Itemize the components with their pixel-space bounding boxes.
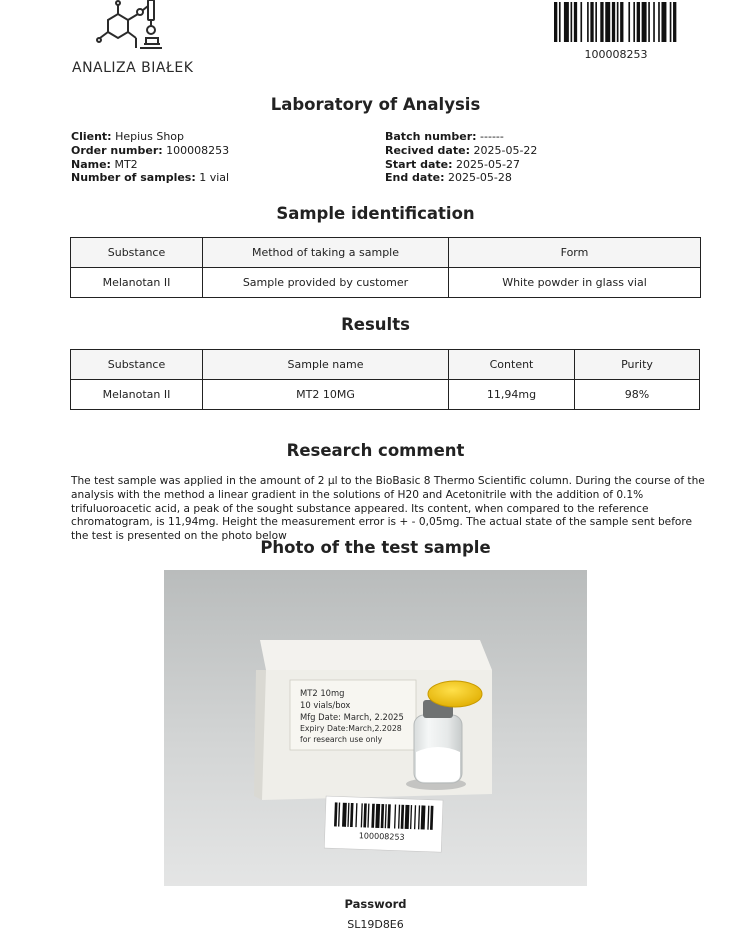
info-client: Client: Hepius Shop [71, 130, 185, 143]
logo-text: ANALIZA BIAŁEK [72, 60, 194, 76]
table-header-cell: Method of taking a sample [203, 238, 449, 268]
results-table [70, 349, 700, 410]
box-label-line: for research use only [300, 735, 383, 744]
results-heading: Results [341, 315, 410, 334]
barcode-bar [600, 2, 603, 42]
table-header-cell: Substance [71, 350, 203, 380]
barcode-bar [620, 2, 623, 42]
vial-cap [428, 681, 482, 707]
photo-heading: Photo of the test sample [260, 538, 491, 557]
barcode-bar [571, 2, 573, 42]
table-header-cell: Substance [71, 238, 203, 268]
password-label: Password [344, 897, 407, 911]
barcode-bar [648, 2, 650, 42]
table-header-row [71, 350, 700, 380]
barcode-bar [633, 2, 635, 42]
barcode-bar [342, 803, 347, 827]
research-comment-heading: Research comment [286, 441, 465, 460]
barcode-bar [559, 2, 561, 42]
info-end-date: End date: 2025-05-28 [385, 171, 512, 185]
barcode-bar [587, 2, 589, 42]
info-name: Name: MT2 [71, 157, 138, 171]
info-received-date: Recived date: 2025-05-22 [385, 143, 538, 157]
barcode-bar [375, 804, 380, 828]
table-row [71, 268, 701, 298]
info-number-of-samples: Number of samples: 1 vial [71, 171, 230, 185]
test-sample-photo [164, 570, 587, 886]
barcode-bar [554, 2, 557, 42]
barcode-bar [564, 2, 569, 42]
password-value: SL19D8E6 [347, 918, 404, 931]
box-label-line: MT2 10mg [300, 688, 345, 698]
table-cell: MT2 10MG [203, 380, 449, 410]
research-comment-text: The test sample was applied in the amount of 2 µl to the BioBasic 8 Thermo Scientific column. During the course of the analysis with the method a linear gradient in the solutions of H20 and Acetonitrile with the addition of 0.1% trifuluoroacetic acid, a peak of the sought substance appeared. Its content, when compared to the reference chromatogram, is 11,94mg. Height the measurement error is + - 0,05mg. The actual state of the sample sent before the test is presented on the photo below [71, 475, 705, 543]
table-cell: Melanotan II [71, 268, 203, 298]
barcode-bar [574, 2, 577, 42]
box-label-line: Mfg Date: March, 2.2025 [300, 712, 404, 722]
barcode-bar [421, 805, 426, 829]
barcode-bar [673, 2, 676, 42]
table-header-cell: Form [449, 238, 701, 268]
table-cell: White powder in glass vial [449, 268, 701, 298]
info-order-number: Order number: 100008253 [71, 143, 230, 157]
info-left [71, 130, 229, 185]
barcode-bar [617, 2, 619, 42]
sample-identification-heading: Sample identification [276, 204, 475, 223]
barcode-bar [628, 2, 630, 42]
box-label-line: Expiry Date:March,2.2028 [300, 724, 402, 733]
barcode-bar [637, 2, 640, 42]
table-cell: Sample provided by customer [203, 268, 449, 298]
table-header-row [71, 238, 701, 268]
sticker-number: 100008253 [358, 831, 405, 842]
box-label-line: 10 vials/box [300, 700, 351, 710]
info-right [385, 130, 537, 185]
info-batch-number: Batch number: ------ [385, 130, 504, 143]
table-header-cell: Content [449, 350, 575, 380]
barcode-number: 100008253 [584, 48, 648, 61]
table-row [71, 380, 700, 410]
table-header-cell: Purity [575, 350, 700, 380]
table-cell: Melanotan II [71, 380, 203, 410]
info-start-date: Start date: 2025-05-27 [385, 157, 520, 171]
barcode-bar [612, 2, 615, 42]
barcode-bar [653, 2, 655, 42]
barcode-bar [580, 2, 582, 42]
barcode-image [554, 2, 678, 42]
barcode-bar [590, 2, 593, 42]
table-cell: 11,94mg [449, 380, 575, 410]
barcode-bar [605, 2, 610, 42]
barcode-bar [405, 805, 410, 829]
table-cell: 98% [575, 380, 700, 410]
barcode-bar [658, 2, 660, 42]
molecule-logo-icon [96, 0, 176, 56]
barcode-bar [661, 2, 666, 42]
page-title: Laboratory of Analysis [270, 95, 481, 114]
barcode-bar [595, 2, 597, 42]
barcode-bar [670, 2, 672, 42]
table-header-cell: Sample name [203, 350, 449, 380]
vial-powder [416, 747, 460, 782]
sample-identification-table [70, 237, 701, 298]
barcode-bar [642, 2, 647, 42]
box-top [260, 640, 492, 670]
